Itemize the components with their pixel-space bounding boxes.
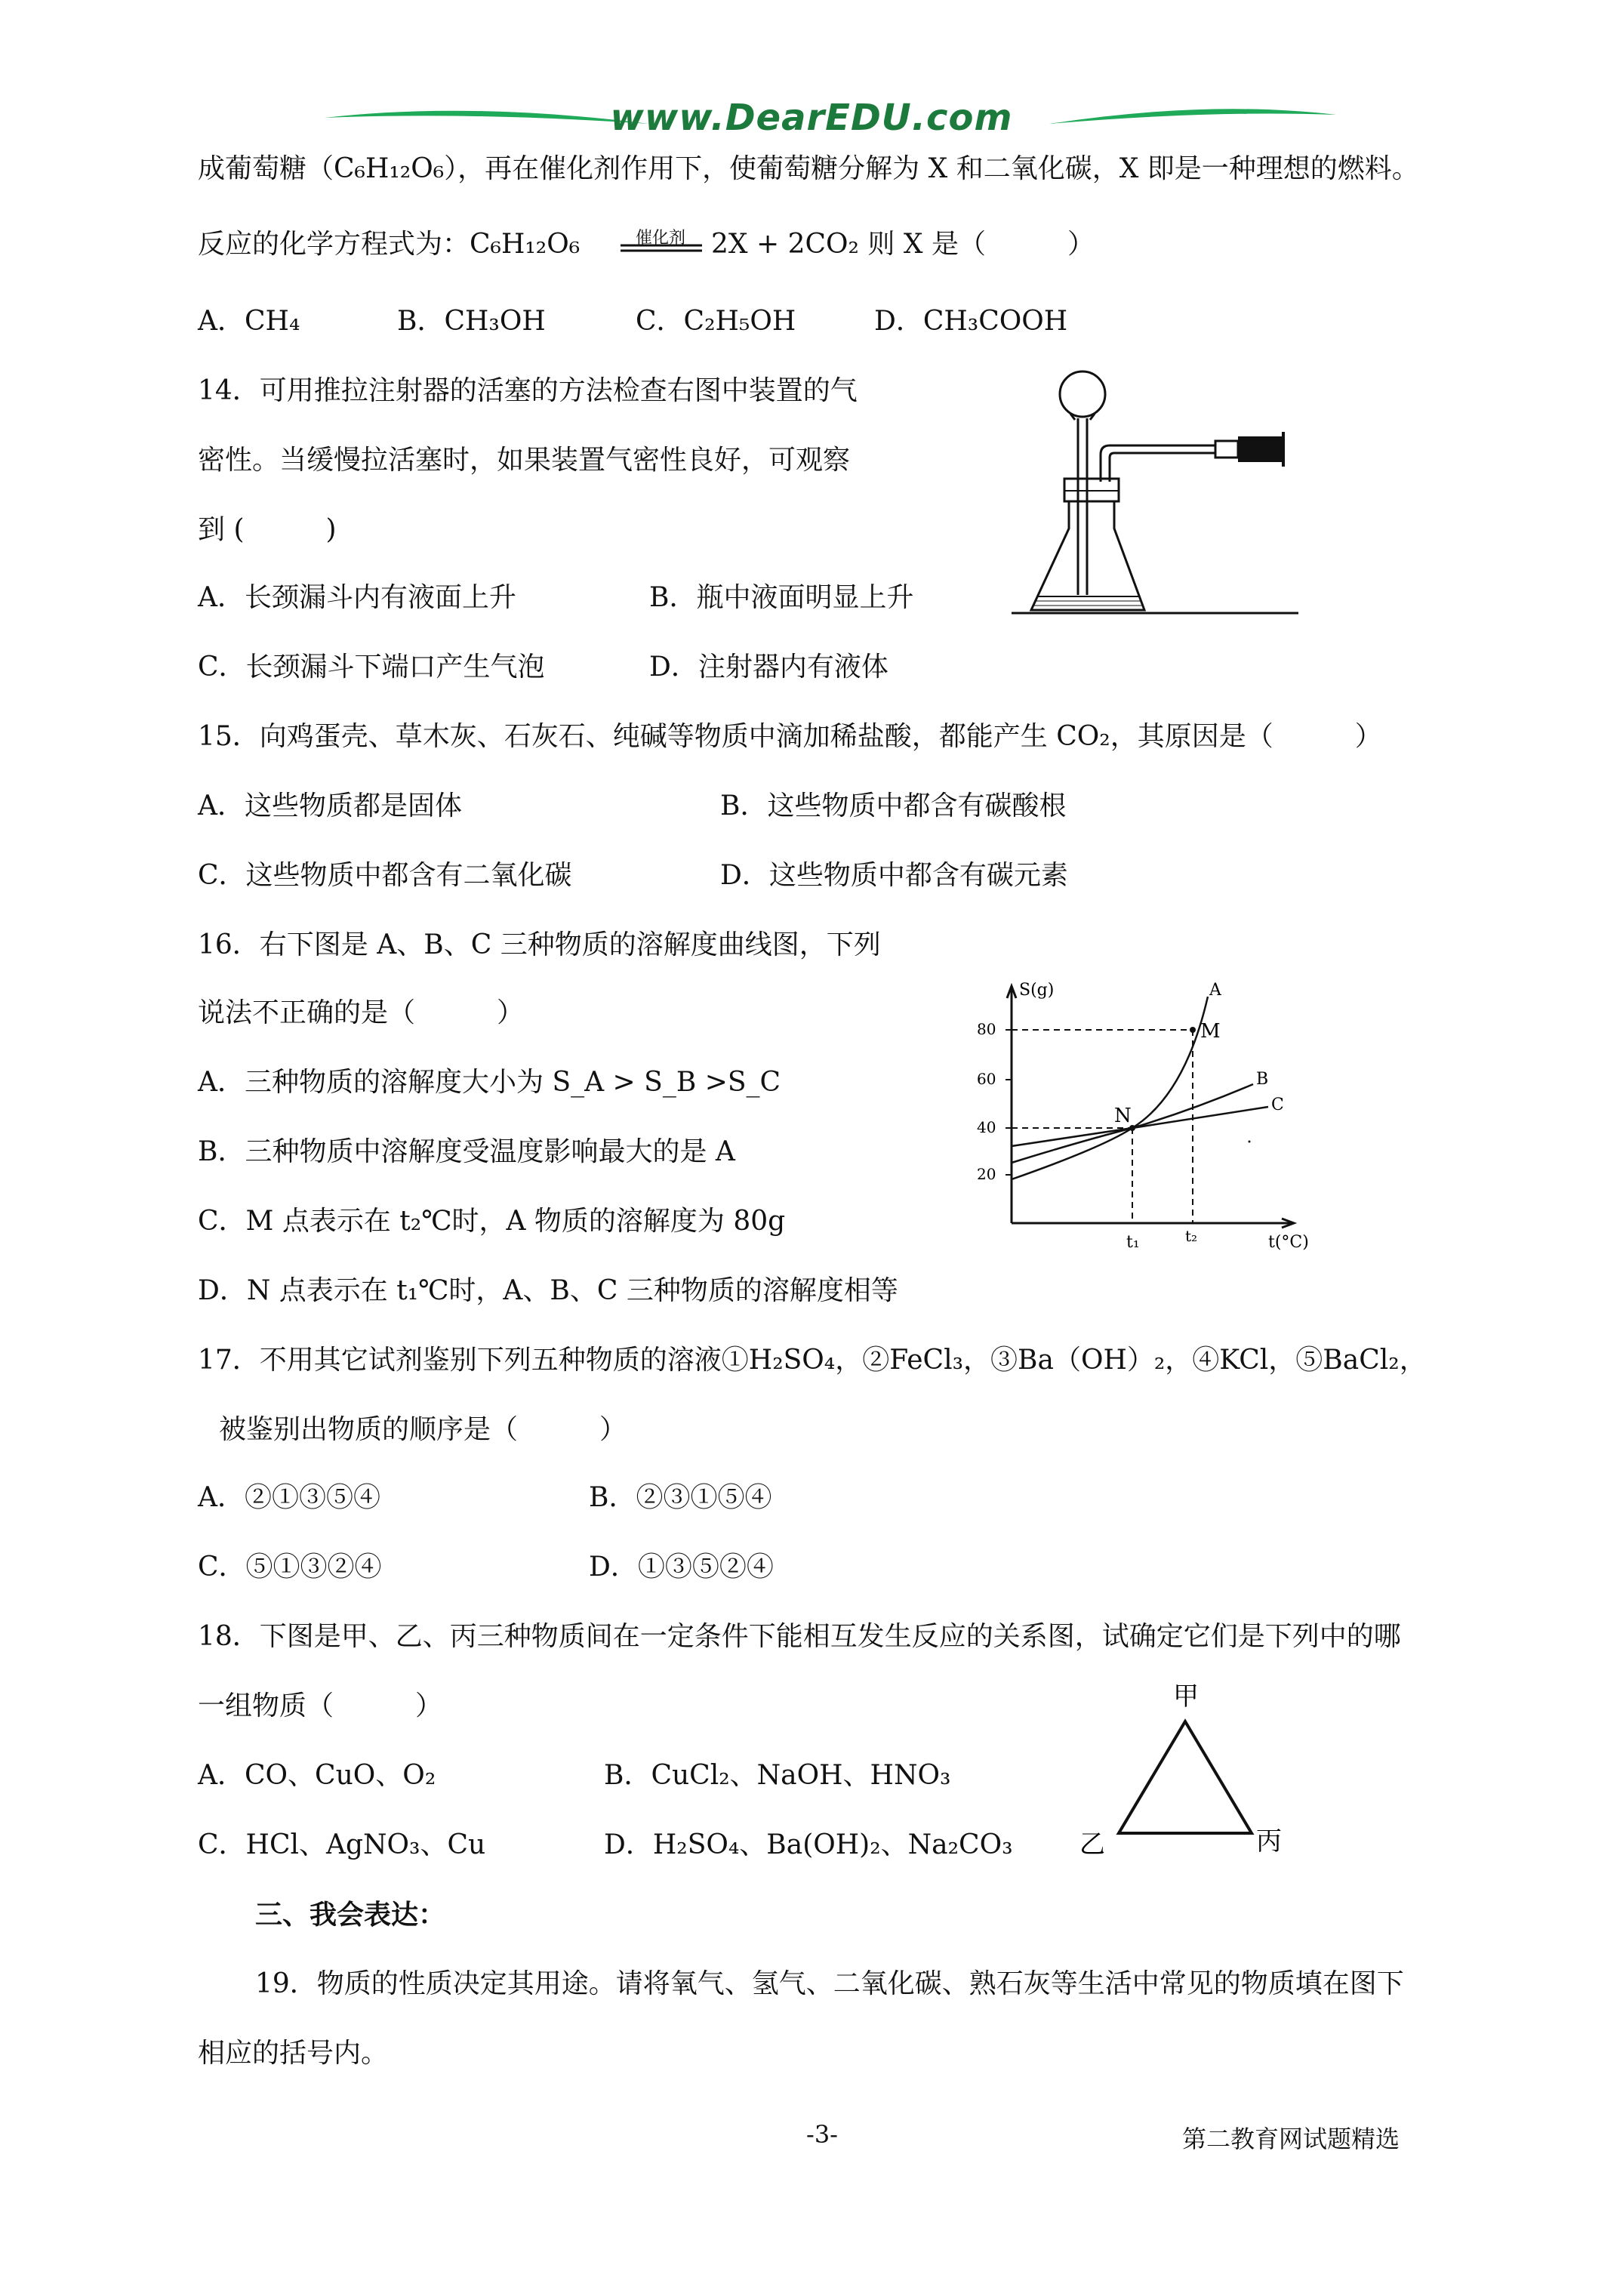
catalyst-label: 催化剂	[635, 229, 685, 248]
question-14: 14．可用推拉注射器的活塞的方法检查右图中装置的气	[198, 375, 858, 406]
option-c: C．C₂H₅OH	[636, 306, 796, 337]
point-label-n: N	[1114, 1105, 1132, 1127]
y-tick: 80	[977, 1020, 996, 1038]
equation-right: 2X + 2CO₂ 则 X 是（ ）	[711, 229, 1095, 260]
footer-source: 第二教育网试题精选	[1182, 2125, 1400, 2153]
question-17-cont: 被鉴别出物质的顺序是（ ）	[219, 1414, 627, 1445]
question-19: 19．物质的性质决定其用途。请将氧气、氢气、二氧化碳、熟石灰等生活中常见的物质填在图下	[255, 1968, 1404, 1999]
x-tick: t₂	[1185, 1227, 1198, 1245]
option-c: C．⑤①③②④	[198, 1552, 382, 1583]
curve-label-a: A	[1209, 981, 1221, 1000]
option-a: A．CH₄	[198, 306, 300, 337]
option-c: C．HCl、AgNO₃、Cu	[198, 1829, 486, 1860]
option-b: B．瓶中液面明显上升	[649, 582, 914, 613]
option-d: D．这些物质中都含有碳元素	[720, 860, 1068, 891]
solubility-graph	[966, 974, 1313, 1261]
y-tick: 40	[977, 1118, 996, 1136]
section-heading: 三、我会表达：	[255, 1899, 446, 1931]
option-a: A．长颈漏斗内有液面上升	[198, 582, 516, 613]
question-15: 15．向鸡蛋壳、草木灰、石灰石、纯碱等物质中滴加稀盐酸，都能产生 CO₂，其原因是（ ）	[198, 721, 1382, 752]
question-18-cont: 一组物质（ ）	[198, 1690, 443, 1721]
option-b: B．②③①⑤④	[589, 1482, 772, 1513]
question-14-cont: 密性。当缓慢拉活塞时，如果装置气密性良好，可观察	[198, 445, 851, 476]
vertex-label-left: 乙	[1079, 1829, 1105, 1860]
point-label-m: M	[1200, 1020, 1221, 1043]
y-tick: 20	[977, 1165, 996, 1183]
option-a: A．这些物质都是固体	[198, 791, 462, 821]
equation-line	[198, 228, 580, 261]
question-19-cont: 相应的括号内。	[198, 2038, 389, 2069]
x-axis-label: t(°C)	[1268, 1233, 1309, 1252]
curve-label-c: C	[1271, 1096, 1284, 1114]
option-d: D．CH₃COOH	[874, 306, 1068, 337]
question-18: 18．下图是甲、乙、丙三种物质间在一定条件下能相互发生反应的关系图，试确定它们是下列中的哪	[198, 1621, 1401, 1652]
vertex-label-top: 甲	[1173, 1681, 1199, 1712]
vertex-label-right: 丙	[1256, 1826, 1282, 1857]
apparatus-figure	[1012, 370, 1298, 627]
question-16: 16．右下图是 A、B、C 三种物质的溶解度曲线图，下列	[198, 929, 881, 960]
text-line: 成葡萄糖（C₆H₁₂O₆），再在催化剂作用下，使葡萄糖分解为 X 和二氧化碳，X 即是一种理想的燃料。	[198, 153, 1419, 184]
option-b: B．这些物质中都含有碳酸根	[720, 791, 1067, 821]
option-d: D．N 点表示在 t₁℃时，A、B、C 三种物质的溶解度相等	[198, 1275, 898, 1306]
question-16-cont: 说法不正确的是（ ）	[198, 997, 525, 1028]
page-number: -3-	[806, 2120, 838, 2149]
equation-left: 反应的化学方程式为：C₆H₁₂O₆	[198, 229, 581, 260]
option-a: A．CO、CuO、O₂	[198, 1760, 436, 1791]
triangle-diagram	[1072, 1675, 1298, 1863]
question-14-cont: 到 ( )	[198, 514, 337, 545]
equation-arrow	[619, 243, 704, 254]
option-d: D．H₂SO₄、Ba(OH)₂、Na₂CO₃	[604, 1829, 1013, 1860]
option-d: D．①③⑤②④	[589, 1552, 774, 1583]
y-axis-label: S(g)	[1019, 981, 1055, 1000]
option-a: A．②①③⑤④	[198, 1482, 380, 1513]
option-b: B．三种物质中溶解度受温度影响最大的是 A	[198, 1136, 735, 1167]
option-a: A．三种物质的溶解度大小为 S_A > S_B >S_C	[198, 1067, 781, 1098]
option-b: B．CuCl₂、NaOH、HNO₃	[604, 1760, 951, 1791]
y-tick: 60	[977, 1070, 996, 1088]
option-c: C．这些物质中都含有二氧化碳	[198, 860, 572, 891]
option-d: D．注射器内有液体	[649, 652, 888, 683]
option-c: C．M 点表示在 t₂℃时，A 物质的溶解度为 80g	[198, 1206, 786, 1237]
option-c: C．长颈漏斗下端口产生气泡	[198, 652, 545, 683]
option-b: B．CH₃OH	[397, 306, 546, 337]
site-logo-text: www.DearEDU.com	[610, 97, 1013, 139]
x-tick: t₁	[1126, 1233, 1140, 1252]
question-17: 17．不用其它试剂鉴别下列五种物质的溶液①H₂SO₄，②FeCl₃，③Ba（OH）₂，④KCl，⑤BaCl₂，	[198, 1345, 1427, 1376]
curve-label-b: B	[1256, 1070, 1269, 1089]
